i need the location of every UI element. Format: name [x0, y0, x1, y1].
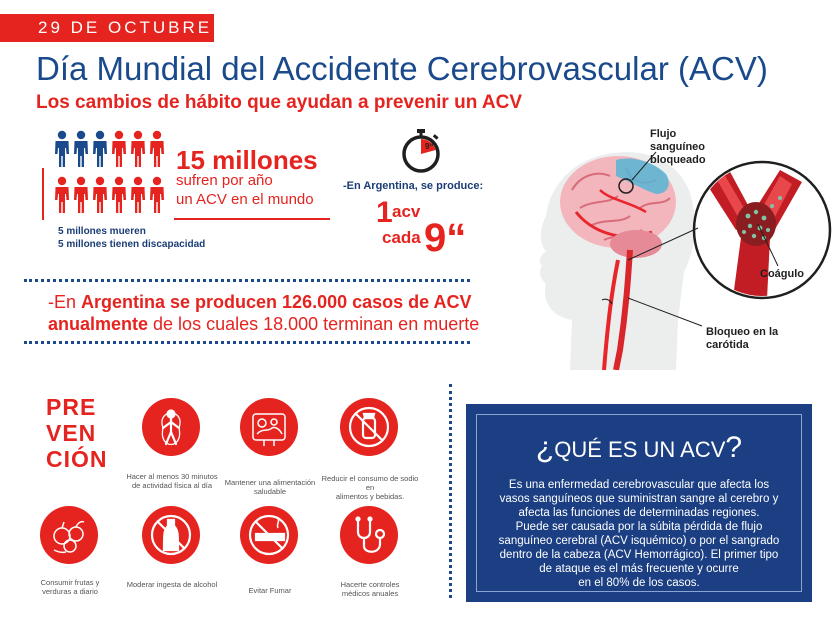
question-open: ¿: [535, 431, 555, 464]
caption-fruits-1: Consumir frutas y: [40, 578, 100, 587]
dotted-divider-vertical: [449, 384, 452, 598]
stethoscope-icon: [340, 506, 398, 564]
date-banner: 29 DE OCTUBRE: [0, 14, 214, 42]
caption-checkups: [318, 580, 422, 598]
flow-label-2: sanguíneo: [650, 141, 706, 153]
argentina-cases-rest: de los cuales 18.000 terminan en muerte: [148, 314, 480, 334]
caption-salt-2: alimentos y bebidas.: [335, 492, 405, 501]
caption-salt: [318, 474, 422, 501]
caption-food-2: saludable: [253, 487, 287, 496]
people-pictogram-icon: [54, 128, 166, 218]
page-title: Día Mundial del Accidente Cerebrovascular (ACV): [36, 50, 768, 87]
caption-salt-1: Reducir el consumo de sodio en: [321, 474, 419, 492]
healthy-food-icon: [240, 398, 298, 456]
carotid-block-label: [706, 326, 778, 352]
argentina-cases-pre: -En: [48, 292, 82, 312]
stat-line-2: un ACV en el mundo: [176, 191, 314, 208]
stopwatch-value: 9“: [425, 142, 434, 151]
no-smoking-icon: [240, 506, 298, 564]
stopwatch-icon: [398, 128, 444, 174]
argentina-cases-line2: [48, 314, 479, 335]
acv-word: acv: [392, 202, 421, 221]
no-salt-icon: [340, 398, 398, 456]
caption-activity: [120, 472, 224, 490]
caption-checkups-2: médicos anuales: [341, 589, 399, 598]
flow-blocked-label: [650, 128, 706, 167]
argentina-cases-line1: [48, 292, 472, 313]
flow-label-1: Flujo: [650, 128, 677, 140]
what-is-line-3: afecta las funciones de determinadas regiones.: [518, 507, 760, 519]
jump-rope-icon: [142, 398, 200, 456]
carotid-label-1: Bloqueo en la: [706, 326, 779, 338]
stat-disabilities: 5 millones tienen discapacidad: [58, 239, 206, 250]
caption-fruits-2: verduras a diario: [42, 587, 98, 596]
flow-label-3: bloqueado: [650, 154, 706, 166]
caption-alcohol: [120, 580, 224, 589]
stat-bracket-line: [42, 168, 44, 220]
what-is-acv-box: [466, 404, 812, 602]
acv-count: 1: [376, 196, 393, 229]
carotid-label-2: carótida: [706, 339, 749, 351]
what-is-acv-frame: [476, 414, 802, 592]
no-alcohol-icon: [142, 506, 200, 564]
dotted-divider-bottom: [24, 341, 470, 344]
caption-smoking: [218, 586, 322, 595]
caption-fruits: [18, 578, 122, 596]
fruits-icon: [40, 506, 98, 564]
what-is-line-5: sanguíneo cerebral (ACV isquémico) o por el sangrado: [498, 535, 780, 547]
what-is-line-1: Es una enfermedad cerebrovascular que afecta los: [508, 479, 770, 491]
stat-underline: [174, 218, 330, 220]
clot-label: Coágulo: [760, 268, 804, 280]
what-is-line-6: dentro de la cabeza (ACV Hemorrágico). El primer tipo: [499, 549, 779, 561]
what-is-line-8: en el 80% de los casos.: [578, 577, 700, 589]
stat-line-1: sufren por año: [176, 172, 273, 189]
acv-cada: cada: [382, 228, 421, 247]
prevention-title-1: PRE: [46, 394, 97, 420]
caption-activity-2: de actividad física al día: [131, 481, 213, 490]
question-close: ?: [725, 431, 743, 464]
acv-seconds: 9“: [424, 216, 467, 260]
what-is-acv-heading: QUÉ ES UN ACV: [554, 437, 726, 462]
what-is-acv-title: [477, 431, 801, 465]
prevention-title-3: CIÓN: [46, 446, 108, 472]
page-subtitle: Los cambios de hábito que ayudan a prevenir un ACV: [36, 92, 523, 113]
dotted-divider-top: [24, 279, 470, 282]
caption-alcohol-1: Moderar ingesta de alcohol: [126, 580, 218, 589]
stat-15-millones: 15 millones: [176, 145, 318, 175]
caption-checkups-1: Hacerte controles: [340, 580, 400, 589]
prevention-title-2: VEN: [46, 420, 97, 446]
argentina-cases-bold: Argentina se producen 126.000 casos de ACV: [81, 292, 472, 312]
what-is-line-4: Puede ser causada por la súbita pérdida de flujo: [515, 521, 763, 533]
stat-deaths: 5 millones mueren: [58, 226, 146, 237]
acv-frequency: [372, 196, 482, 262]
caption-food: [218, 478, 322, 496]
argentina-label: -En Argentina, se produce:: [343, 180, 484, 192]
caption-smoking-1: Evitar Fumar: [248, 586, 292, 595]
what-is-line-7: de ataque es el más frecuente y ocurre: [539, 563, 739, 575]
caption-food-1: Mantener una alimentación: [224, 478, 316, 487]
caption-activity-1: Hacer al menos 30 minutos: [126, 472, 218, 481]
argentina-cases-annual: anualmente: [48, 314, 149, 334]
what-is-line-2: vasos sanguíneos que suministran sangre al cerebro y: [499, 493, 779, 505]
